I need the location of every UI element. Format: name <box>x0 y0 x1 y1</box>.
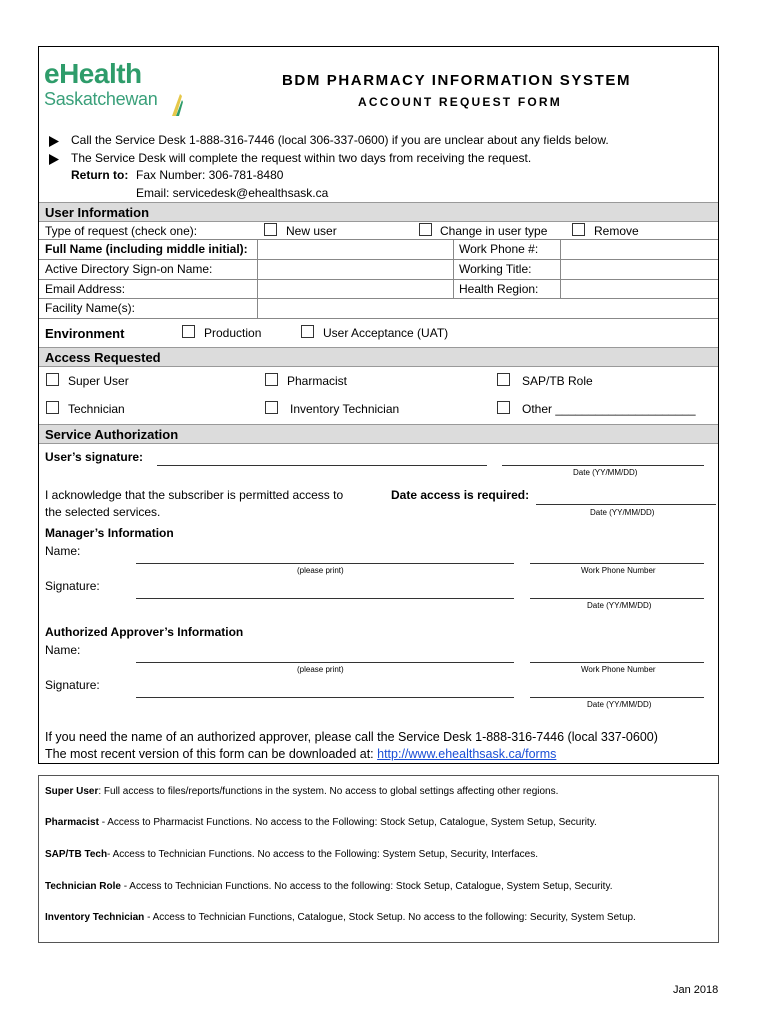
inventory-technician-label: Inventory Technician <box>290 402 400 416</box>
section-user-information: User Information <box>39 202 718 222</box>
technician-label: Technician <box>68 402 125 416</box>
email-address-field[interactable] <box>258 280 453 298</box>
approver-name-label: Name: <box>45 643 81 657</box>
change-user-type-label: Change in user type <box>440 224 548 238</box>
work-phone-field[interactable] <box>561 240 717 258</box>
download-text <box>45 747 556 761</box>
instruction-1: Call the Service Desk 1-888-316-7446 (local 306-337-0600) if you are unclear about any fields below. <box>71 133 609 147</box>
health-region-field[interactable] <box>561 280 717 298</box>
approver-signature-line[interactable] <box>136 697 514 698</box>
date-format-hint: Date (YY/MM/DD) <box>590 508 655 517</box>
pharmacist-checkbox[interactable] <box>265 373 278 386</box>
divider <box>39 318 718 319</box>
please-print-hint: (please print) <box>297 566 344 575</box>
section-service-authorization: Service Authorization <box>39 424 718 444</box>
working-title-label: Working Title: <box>459 262 532 276</box>
super-user-label: Super User <box>68 374 129 388</box>
uat-checkbox[interactable] <box>301 325 314 338</box>
work-phone-label: Work Phone #: <box>459 242 539 256</box>
acknowledge-text-2: the selected services. <box>45 505 161 519</box>
user-signature-label: User’s signature: <box>45 450 144 464</box>
legend-term: Super User <box>45 786 99 797</box>
manager-name-line[interactable] <box>136 563 514 564</box>
remove-checkbox[interactable] <box>572 223 585 236</box>
request-type-label: Type of request (check one): <box>45 224 198 238</box>
user-signature-line[interactable] <box>157 465 487 466</box>
please-print-hint: (please print) <box>297 665 344 674</box>
date-format-hint: Date (YY/MM/DD) <box>573 468 638 477</box>
wheat-logo-icon <box>170 92 184 116</box>
inventory-technician-checkbox[interactable] <box>265 401 278 414</box>
acknowledge-text-1: I acknowledge that the subscriber is permitted access to <box>45 488 344 502</box>
approver-phone-line[interactable] <box>530 662 704 663</box>
environment-label: Environment <box>45 326 125 341</box>
work-phone-hint: Work Phone Number <box>581 665 656 674</box>
approver-help-text: If you need the name of an authorized approver, please call the Service Desk 1-888-316-7446 (local 337-0600) <box>45 730 658 744</box>
legend-desc: - Access to Technician Functions. No access to the Following: System Setup, Security, Interfaces. <box>107 849 538 860</box>
grid-line <box>560 239 561 299</box>
forms-link[interactable]: http://www.ehealthsask.ca/forms <box>377 747 557 761</box>
legend-super-user <box>45 786 558 797</box>
service-email: Email: servicedesk@ehealthsask.ca <box>136 186 329 200</box>
full-name-label: Full Name (including middle initial): <box>45 242 248 256</box>
ad-name-label: Active Directory Sign-on Name: <box>45 262 213 276</box>
form-subtitle: ACCOUNT REQUEST FORM <box>358 95 562 109</box>
legend-desc: : Full access to files/reports/functions in the system. No access to global settings affecting other regions. <box>98 786 559 797</box>
logo-saskatchewan: Saskatchewan <box>44 89 158 109</box>
date-format-hint: Date (YY/MM/DD) <box>587 700 652 709</box>
section-access-requested: Access Requested <box>39 347 718 367</box>
super-user-checkbox[interactable] <box>46 373 59 386</box>
pharmacist-label: Pharmacist <box>287 374 348 388</box>
manager-date-line[interactable] <box>530 598 704 599</box>
working-title-field[interactable] <box>561 260 717 278</box>
work-phone-hint: Work Phone Number <box>581 566 656 575</box>
legend-desc: - Access to Technician Functions. No access to the following: Stock Setup, Catalogue, System Setup, Security. <box>120 881 613 892</box>
production-label: Production <box>204 326 262 340</box>
play-bullet-icon <box>49 152 59 170</box>
grid-line <box>453 239 454 299</box>
technician-checkbox[interactable] <box>46 401 59 414</box>
download-prefix: The most recent version of this form can be downloaded at: <box>45 747 378 761</box>
legend-pharmacist <box>45 817 597 828</box>
form-title: BDM PHARMACY INFORMATION SYSTEM <box>282 72 632 89</box>
approver-signature-label: Signature: <box>45 678 100 692</box>
uat-label: User Acceptance (UAT) <box>323 326 449 340</box>
email-address-label: Email Address: <box>45 282 126 296</box>
date-format-hint: Date (YY/MM/DD) <box>587 601 652 610</box>
return-label: Return to: <box>71 168 129 182</box>
legend-term: Pharmacist <box>45 817 99 828</box>
sap-tb-label: SAP/TB Role <box>522 374 593 388</box>
manager-heading: Manager’s Information <box>45 526 174 540</box>
other-checkbox[interactable] <box>497 401 510 414</box>
grid-line <box>257 239 258 318</box>
production-checkbox[interactable] <box>182 325 195 338</box>
legend-desc: - Access to Pharmacist Functions. No access to the Following: Stock Setup, Catalogue, System Setup, Security. <box>98 817 597 828</box>
change-user-type-checkbox[interactable] <box>419 223 432 236</box>
approver-date-line[interactable] <box>530 697 704 698</box>
play-bullet-icon <box>49 134 59 152</box>
legend-term: SAP/TB Tech <box>45 849 108 860</box>
revision-date: Jan 2018 <box>673 984 719 996</box>
new-user-checkbox[interactable] <box>264 223 277 236</box>
approver-name-line[interactable] <box>136 662 514 663</box>
facility-label: Facility Name(s): <box>45 301 136 315</box>
new-user-label: New user <box>286 224 337 238</box>
approver-heading: Authorized Approver’s Information <box>45 625 244 639</box>
legend-desc: - Access to Technician Functions, Catalogue, Stock Setup. No access to the following: Security, System Setup. <box>144 912 636 923</box>
legend-technician <box>45 881 613 892</box>
date-required-line[interactable] <box>536 504 716 505</box>
remove-label: Remove <box>594 224 639 238</box>
manager-name-label: Name: <box>45 544 81 558</box>
date-required-label: Date access is required: <box>391 488 530 502</box>
fax-number: Fax Number: 306-781-8480 <box>136 168 284 182</box>
full-name-field[interactable] <box>258 240 453 258</box>
legend-inventory-technician <box>45 912 636 923</box>
ad-name-field[interactable] <box>258 260 453 278</box>
user-signature-date-line[interactable] <box>502 465 704 466</box>
other-label: Other _____________________ <box>522 402 696 416</box>
facility-field[interactable] <box>258 299 717 317</box>
legend-term: Technician Role <box>45 881 121 892</box>
instruction-2: The Service Desk will complete the request within two days from receiving the request. <box>71 151 532 165</box>
manager-signature-label: Signature: <box>45 579 100 593</box>
legend-term: Inventory Technician <box>45 912 145 923</box>
manager-signature-line[interactable] <box>136 598 514 599</box>
manager-phone-line[interactable] <box>530 563 704 564</box>
legend-sap-tb <box>45 849 538 860</box>
logo-ehealth: eHealth <box>44 58 142 89</box>
sap-tb-checkbox[interactable] <box>497 373 510 386</box>
health-region-label: Health Region: <box>459 282 539 296</box>
